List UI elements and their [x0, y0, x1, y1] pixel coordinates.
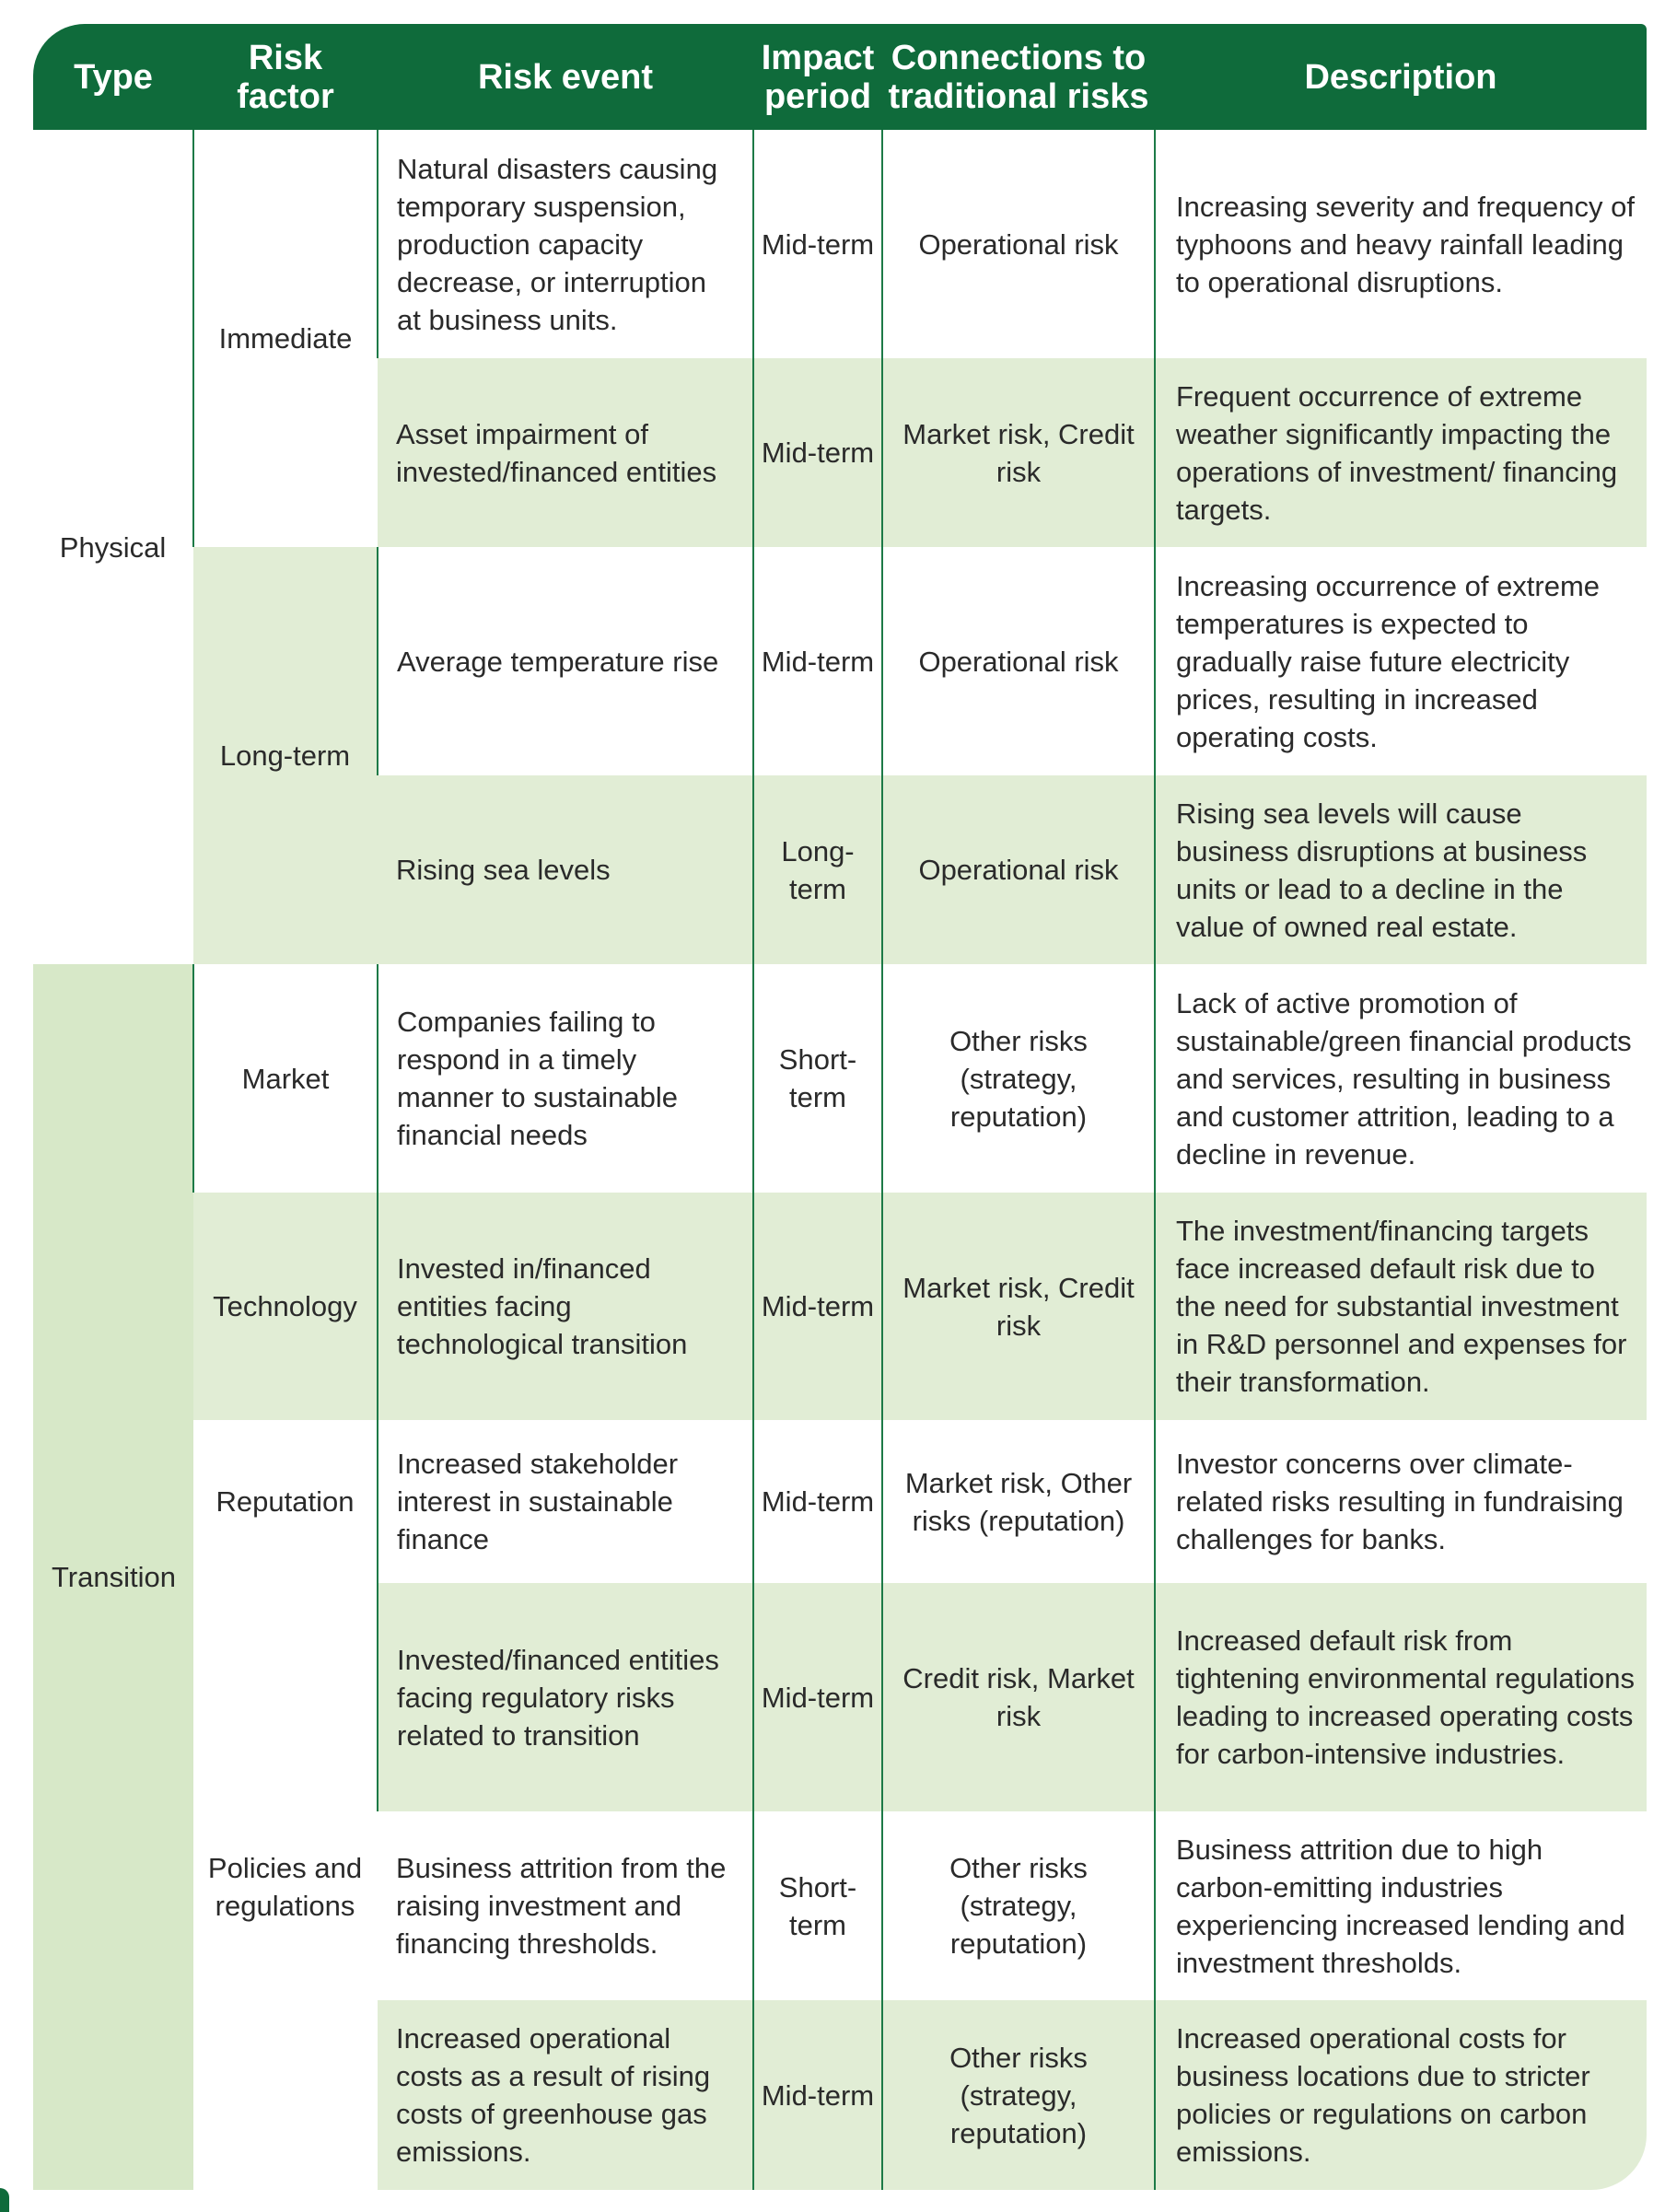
risk-event: Business attrition from the raising investment and financing thresholds.: [378, 1811, 753, 2000]
table-row: [33, 130, 1647, 358]
risk-table-container: [33, 24, 1647, 2190]
table-row: [33, 1193, 1647, 1420]
header-description: Description: [1155, 24, 1647, 130]
impact-period: Mid-term: [753, 1420, 882, 1583]
risk-event: Increased stakeholder interest in sustainable finance: [378, 1420, 753, 1583]
type-transition: Transition: [33, 964, 193, 2190]
risk-description: Increasing occurrence of extreme temperatures is expected to gradually raise future electricity prices, resulting in increased operating costs.: [1155, 547, 1647, 775]
risk-event: Rising sea levels: [378, 775, 753, 964]
risk-event: Increased operational costs as a result of rising costs of greenhouse gas emissions.: [378, 2000, 753, 2190]
impact-period: Mid-term: [753, 130, 882, 358]
table-row: [33, 547, 1647, 775]
corner-accent: [0, 2188, 9, 2212]
risk-description: Increased default risk from tightening environmental regulations leading to increased operating costs for carbon-intensive industries.: [1155, 1583, 1647, 1811]
header-row: [33, 24, 1647, 130]
header-risk-event: Risk event: [378, 24, 753, 130]
risk-description: Rising sea levels will cause business disruptions at business units or lead to a decline in the value of owned real estate.: [1155, 775, 1647, 964]
factor-technology: Technology: [193, 1193, 378, 1420]
risk-event: Natural disasters causing temporary suspension, production capacity decrease, or interruption at business units.: [378, 130, 753, 358]
traditional-risk: Operational risk: [882, 130, 1155, 358]
header-connections: Connections to traditional risks: [882, 24, 1155, 130]
traditional-risk: Other risks (strategy, reputation): [882, 2000, 1155, 2190]
impact-period: Mid-term: [753, 2000, 882, 2190]
traditional-risk: Other risks (strategy, reputation): [882, 964, 1155, 1193]
type-physical: Physical: [33, 130, 193, 964]
traditional-risk: Credit risk, Market risk: [882, 1583, 1155, 1811]
risk-description: Frequent occurrence of extreme weather significantly impacting the operations of investment/ financing targets.: [1155, 358, 1647, 547]
factor-long-term: Long-term: [193, 547, 378, 964]
traditional-risk: Market risk, Credit risk: [882, 358, 1155, 547]
risk-event: Average temperature rise: [378, 547, 753, 775]
risk-description: Increased operational costs for business locations due to stricter policies or regulations on carbon emissions.: [1155, 2000, 1647, 2190]
traditional-risk: Market risk, Credit risk: [882, 1193, 1155, 1420]
table-row: [33, 964, 1647, 1193]
risk-event: Companies failing to respond in a timely manner to sustainable financial needs: [378, 964, 753, 1193]
risk-event: Asset impairment of invested/financed entities: [378, 358, 753, 547]
factor-reputation: Reputation: [193, 1420, 378, 1583]
impact-period: Short-term: [753, 964, 882, 1193]
traditional-risk: Market risk, Other risks (reputation): [882, 1420, 1155, 1583]
impact-period: Long-term: [753, 775, 882, 964]
climate-risk-table: [33, 24, 1647, 2190]
table-row: [33, 1583, 1647, 1811]
risk-event: Invested/financed entities facing regulatory risks related to transition: [378, 1583, 753, 1811]
impact-period: Mid-term: [753, 547, 882, 775]
traditional-risk: Operational risk: [882, 547, 1155, 775]
factor-market: Market: [193, 964, 378, 1193]
factor-policies: Policies and regulations: [193, 1583, 378, 2190]
risk-description: Lack of active promotion of sustainable/green financial products and services, resulting in business and customer attrition, leading to a decline in revenue.: [1155, 964, 1647, 1193]
traditional-risk: Other risks (strategy, reputation): [882, 1811, 1155, 2000]
impact-period: Mid-term: [753, 1583, 882, 1811]
header-type: Type: [33, 24, 193, 130]
risk-description: Business attrition due to high carbon-emitting industries experiencing increased lending and investment thresholds.: [1155, 1811, 1647, 2000]
impact-period: Mid-term: [753, 358, 882, 547]
risk-description: Increasing severity and frequency of typhoons and heavy rainfall leading to operational disruptions.: [1155, 130, 1647, 358]
risk-event: Invested in/financed entities facing technological transition: [378, 1193, 753, 1420]
traditional-risk: Operational risk: [882, 775, 1155, 964]
header-impact-period: Impact period: [753, 24, 882, 130]
impact-period: Short-term: [753, 1811, 882, 2000]
risk-description: The investment/financing targets face increased default risk due to the need for substantial investment in R&D personnel and expenses for their transformation.: [1155, 1193, 1647, 1420]
factor-immediate: Immediate: [193, 130, 378, 547]
table-row: [33, 1420, 1647, 1583]
impact-period: Mid-term: [753, 1193, 882, 1420]
risk-description: Investor concerns over climate-related risks resulting in fundraising challenges for banks.: [1155, 1420, 1647, 1583]
header-risk-factor: Risk factor: [193, 24, 378, 130]
